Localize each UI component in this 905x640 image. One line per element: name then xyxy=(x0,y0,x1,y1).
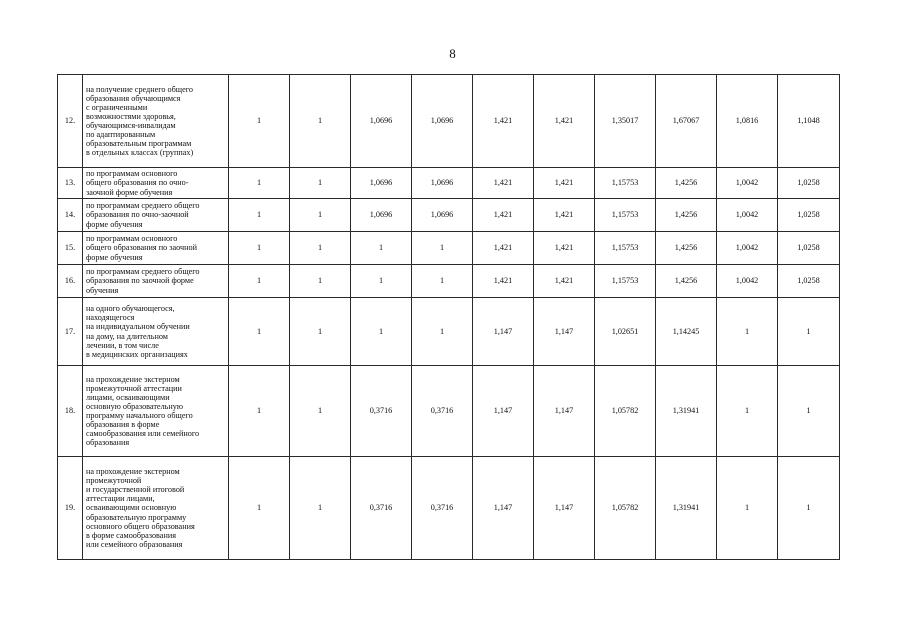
page-number: 8 xyxy=(449,46,456,61)
table-row xyxy=(58,75,840,168)
coefficient-value: 1 xyxy=(290,168,351,199)
coefficient-value: 1 xyxy=(351,265,412,298)
table-row xyxy=(58,298,840,366)
coefficient-value: 0,3716 xyxy=(412,457,473,560)
description-line: или семейного образования xyxy=(86,539,183,549)
coefficient-value: 1 xyxy=(229,298,290,366)
coefficient-value: 1 xyxy=(229,457,290,560)
description-line: на дому, на длительном xyxy=(86,331,168,341)
coefficient-value: 1 xyxy=(290,457,351,560)
coefficient-value: 1,15753 xyxy=(595,232,656,265)
description-line: на получение среднего общего xyxy=(86,84,193,94)
description-line: аттестации лицами, xyxy=(86,494,155,504)
row-description xyxy=(83,232,229,265)
description-line: и государственной итоговой xyxy=(86,485,185,495)
table-row xyxy=(58,265,840,298)
coefficient-value: 1,421 xyxy=(473,199,534,232)
coefficient-value: 1,4256 xyxy=(656,232,717,265)
description-line: в отдельных классах (группах) xyxy=(86,148,194,158)
coefficient-value: 0,3716 xyxy=(412,366,473,457)
coefficient-value: 1,4256 xyxy=(656,199,717,232)
description-line: с ограниченными xyxy=(86,102,148,112)
row-description xyxy=(83,366,229,457)
coefficient-value: 1,421 xyxy=(534,168,595,199)
coefficient-value: 1,14245 xyxy=(656,298,717,366)
description-line: самообразования или семейного xyxy=(86,429,200,439)
coefficient-value: 1 xyxy=(717,366,778,457)
row-description xyxy=(83,298,229,366)
coefficient-value: 1 xyxy=(290,298,351,366)
description-line: осваивающими основную xyxy=(86,503,177,513)
coefficient-value: 1,147 xyxy=(534,366,595,457)
coefficient-value: 1,31941 xyxy=(656,457,717,560)
coefficient-value: 1,421 xyxy=(473,265,534,298)
description-line: на прохождение экстерном xyxy=(86,467,180,477)
coefficient-value: 1 xyxy=(717,457,778,560)
description-line: обучающимся-инвалидам xyxy=(86,121,176,130)
coefficient-value: 1,0696 xyxy=(412,168,473,199)
description-line: образования xyxy=(86,438,130,448)
description-line: образования по заочной форме xyxy=(86,276,194,286)
coefficient-value: 1 xyxy=(351,232,412,265)
coefficient-value: 1,0258 xyxy=(778,168,840,199)
coefficient-value: 1,0042 xyxy=(717,232,778,265)
coefficient-value: 1 xyxy=(229,265,290,298)
row-description xyxy=(83,75,229,168)
description-line: в медицинских организациях xyxy=(86,349,188,359)
coefficient-value: 1,147 xyxy=(473,457,534,560)
table-row xyxy=(58,232,840,265)
coefficient-value: 1,0042 xyxy=(717,168,778,199)
coefficient-value: 1 xyxy=(351,298,412,366)
table-row xyxy=(58,168,840,199)
coefficient-value: 1,15753 xyxy=(595,199,656,232)
coefficient-value: 1 xyxy=(412,265,473,298)
description-line: лицами, осваивающими xyxy=(86,392,170,402)
coefficient-value: 1,1048 xyxy=(778,75,840,168)
description-line: промежуточной xyxy=(86,476,142,486)
coefficient-value: 1 xyxy=(229,199,290,232)
coefficient-value: 1,0042 xyxy=(717,265,778,298)
row-description xyxy=(83,457,229,560)
table-row xyxy=(58,199,840,232)
coefficient-value: 1,0042 xyxy=(717,199,778,232)
coefficient-value: 1,4256 xyxy=(656,168,717,199)
description-line: лечении, в том числе xyxy=(86,340,159,350)
table-body xyxy=(58,75,840,560)
coefficient-value: 1,0696 xyxy=(412,199,473,232)
description-line: общего образования по очно- xyxy=(86,178,189,188)
description-line: по адаптированным xyxy=(86,130,156,140)
coefficient-value: 1,4256 xyxy=(656,265,717,298)
coefficient-value: 0,3716 xyxy=(351,366,412,457)
description-line: по программам среднего общего xyxy=(86,201,200,211)
coefficient-value: 1,147 xyxy=(534,457,595,560)
coefficient-value: 1 xyxy=(229,232,290,265)
row-number: 16. xyxy=(58,265,83,298)
coefficient-value: 1 xyxy=(778,457,840,560)
description-line: образования в форме xyxy=(86,420,160,430)
coefficient-value: 1,05782 xyxy=(595,366,656,457)
coefficient-value: 1 xyxy=(229,75,290,168)
coefficient-value: 1 xyxy=(412,232,473,265)
coefficient-value: 1,0816 xyxy=(717,75,778,168)
description-line: основную образовательную xyxy=(86,401,183,411)
row-number: 14. xyxy=(58,199,83,232)
row-description xyxy=(83,199,229,232)
coefficient-value: 0,3716 xyxy=(351,457,412,560)
coefficient-value: 1,421 xyxy=(534,75,595,168)
row-number: 13. xyxy=(58,168,83,199)
coefficient-value: 1 xyxy=(717,298,778,366)
row-number: 17. xyxy=(58,298,83,366)
description-line: находящегося xyxy=(86,313,135,323)
coefficient-value: 1 xyxy=(290,265,351,298)
coefficient-value: 1 xyxy=(229,168,290,199)
coefficient-value: 1,421 xyxy=(534,199,595,232)
coefficient-value: 1 xyxy=(778,298,840,366)
row-number: 12. xyxy=(58,75,83,168)
coefficient-value: 1,421 xyxy=(473,168,534,199)
coefficient-value: 1,67067 xyxy=(656,75,717,168)
coefficient-value: 1,421 xyxy=(473,75,534,168)
description-line: общего образования по заочной xyxy=(86,243,197,253)
description-line: форме обучения xyxy=(86,219,143,229)
coefficient-table xyxy=(57,74,840,560)
table-row xyxy=(58,366,840,457)
description-line: обучения xyxy=(86,285,119,295)
coefficient-value: 1,421 xyxy=(534,265,595,298)
description-line: возможностями здоровья, xyxy=(86,111,176,121)
coefficient-value: 1,15753 xyxy=(595,265,656,298)
description-line: основного общего образования xyxy=(86,521,195,531)
description-line: по программам среднего общего xyxy=(86,267,200,277)
description-line: образовательную программу xyxy=(86,512,187,522)
coefficient-value: 1,147 xyxy=(534,298,595,366)
coefficient-value: 1,35017 xyxy=(595,75,656,168)
coefficient-value: 1,421 xyxy=(534,232,595,265)
coefficient-value: 1,0258 xyxy=(778,265,840,298)
description-line: на одного обучающегося, xyxy=(86,304,175,314)
coefficient-value: 1,0696 xyxy=(351,75,412,168)
coefficient-value: 1 xyxy=(778,366,840,457)
coefficient-value: 1,0258 xyxy=(778,199,840,232)
coefficient-value: 1,05782 xyxy=(595,457,656,560)
description-line: промежуточной аттестации xyxy=(86,383,182,393)
description-line: форме обучения xyxy=(86,252,143,262)
description-line: заочной форме обучения xyxy=(86,187,173,197)
coefficient-value: 1,421 xyxy=(473,232,534,265)
coefficient-value: 1,147 xyxy=(473,298,534,366)
description-line: на прохождение экстерном xyxy=(86,374,180,384)
coefficient-value: 1,15753 xyxy=(595,168,656,199)
row-number: 15. xyxy=(58,232,83,265)
coefficient-value: 1 xyxy=(229,366,290,457)
coefficient-value: 1,147 xyxy=(473,366,534,457)
description-line: образования обучающимся xyxy=(86,93,181,103)
row-description xyxy=(83,265,229,298)
coefficient-value: 1,0696 xyxy=(351,168,412,199)
coefficient-value: 1 xyxy=(290,75,351,168)
coefficient-value: 1 xyxy=(290,199,351,232)
description-line: программу начального общего xyxy=(86,411,193,420)
coefficient-value: 1,0258 xyxy=(778,232,840,265)
description-line: по программам основного xyxy=(86,234,178,244)
coefficient-value: 1,0696 xyxy=(351,199,412,232)
coefficient-value: 1 xyxy=(290,366,351,457)
description-line: по программам основного xyxy=(86,169,178,179)
row-number: 19. xyxy=(58,457,83,560)
description-line: в форме самообразования xyxy=(86,530,176,540)
coefficient-value: 1,31941 xyxy=(656,366,717,457)
coefficient-value: 1,02651 xyxy=(595,298,656,366)
coefficient-value: 1,0696 xyxy=(412,75,473,168)
table-row xyxy=(58,457,840,560)
coefficient-value: 1 xyxy=(412,298,473,366)
coefficient-value: 1 xyxy=(290,232,351,265)
description-line: образования по очно-заочной xyxy=(86,210,189,220)
row-number: 18. xyxy=(58,366,83,457)
row-description xyxy=(83,168,229,199)
description-line: образовательным программам xyxy=(86,139,192,149)
description-line: на индивидуальном обучении xyxy=(86,322,190,332)
